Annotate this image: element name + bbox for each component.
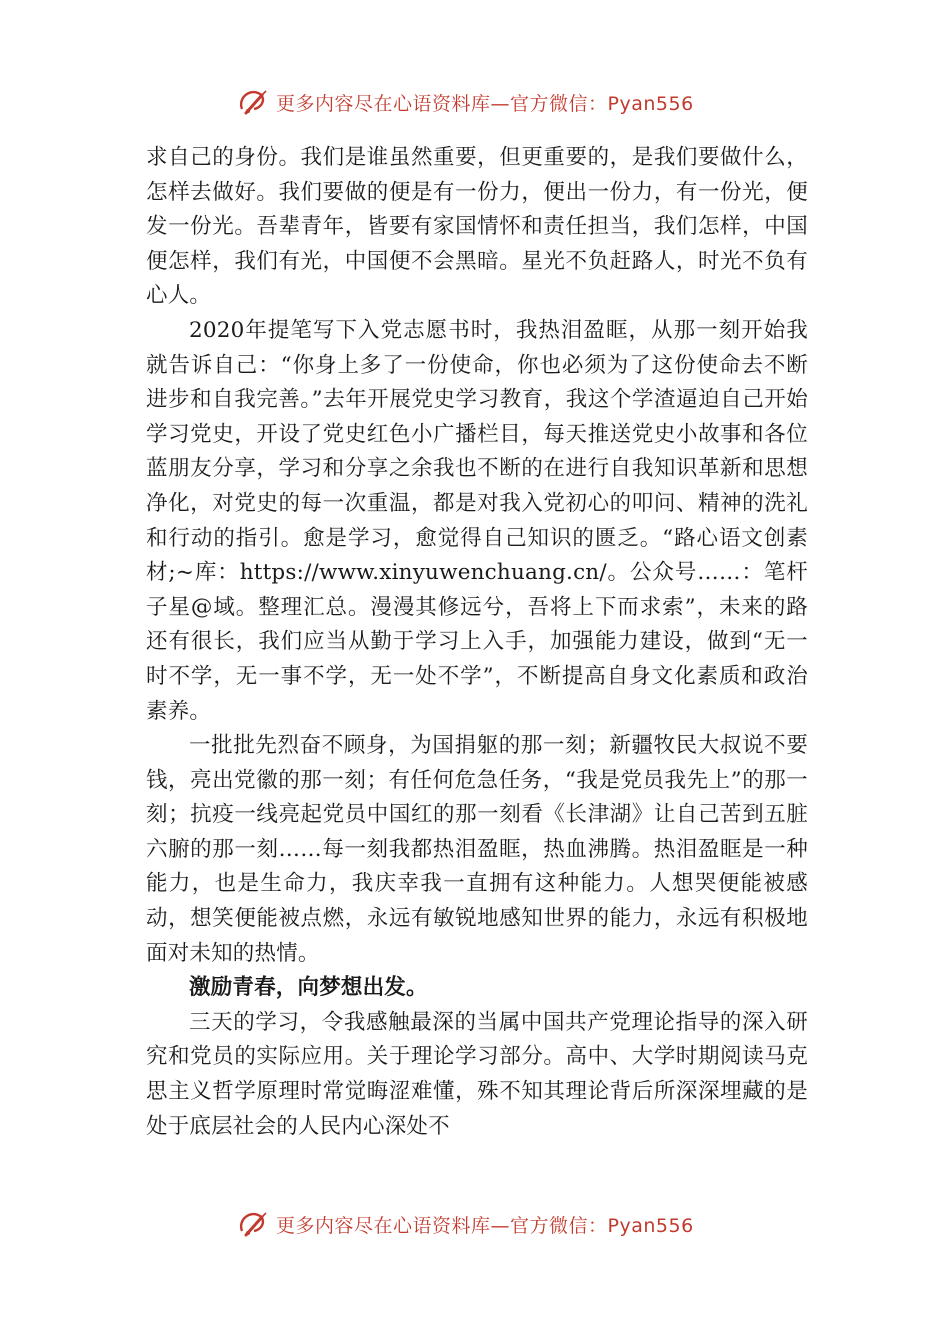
- paragraph-1: 求自己的身份。我们是谁虽然重要，但更重要的，是我们要做什么，怎样去做好。我们要做的便是有一份力，便出一份力，有一份光，便发一份光。吾辈青年，皆要有家国情怀和责任担当，我们怎样，中国便怎样，我们有光，中国便不会黑暗。星光不负赶路人，时光不负有心人。: [146, 145, 808, 309]
- watermark-text: 更多内容尽在心语资料库—官方微信：Pyan556: [276, 92, 694, 115]
- pen-swirl-logo-icon: [236, 1207, 270, 1241]
- paragraph-2: 2020年提笔写下入党志愿书时，我热泪盈眶，从那一刻开始我就告诉自己：“你身上多了一份使命，你也必须为了这份使命去不断进步和自我完善。”去年开展党史学习教育，我这个学渣逼迫自己开始学习党史，开设了党史红色小广播栏目，每天推送党史小故事和各位蓝朋友分享，学习和分享之余我也不断的在进行自我知识革新和思想净化，对党史的每一次重温，都是对我入党初心的叩问、精神的洗礼和行动的指引。愈是学习，愈觉得自己知识的匮乏。“路心语文创素材;~库：https://www.xinyuwenchuang.cn/。公众号……：笔杆子星@域。整理汇总。漫漫其修远兮，吾将上下而求索”，未来的路还有很长，我们应当从勤于学习上入手，加强能力建设，做到“无一时不学，无一事不学，无一处不学”，不断提高自身文化素质和政治素养。: [146, 317, 808, 724]
- document-body: [146, 141, 808, 1144]
- paragraph-3: 一批批先烈奋不顾身，为国捐躯的那一刻；新疆牧民大叔说不要钱，亮出党徽的那一刻；有任何危急任务，“我是党员我先上”的那一刻；抗疫一线亮起党员中国红的那一刻看《长津湖》让自己苦到五脏六腑的那一刻……每一刻我都热泪盈眶，热血沸腾。热泪盈眶是一种能力，也是生命力，我庆幸我一直拥有这种能力。人想哭便能被感动，想笑便能被点燃，永远有敏锐地感知世界的能力，永远有积极地面对未知的热情。: [146, 733, 808, 966]
- watermark-header: [236, 82, 694, 122]
- section-heading: 激励青春，向梦想出发。: [189, 975, 428, 1001]
- paragraph-4: 三天的学习，令我感触最深的当属中国共产党理论指导的深入研究和党员的实际应用。关于理论学习部分。高中、大学时期阅读马克思主义哲学原理时常觉晦涩难懂，殊不知其理论背后所深深埋藏的是处于底层社会的人民内心深处不: [146, 1009, 808, 1139]
- pen-swirl-logo-icon: [236, 85, 270, 119]
- watermark-text: 更多内容尽在心语资料库—官方微信：Pyan556: [276, 1214, 694, 1237]
- watermark-footer: [236, 1204, 694, 1244]
